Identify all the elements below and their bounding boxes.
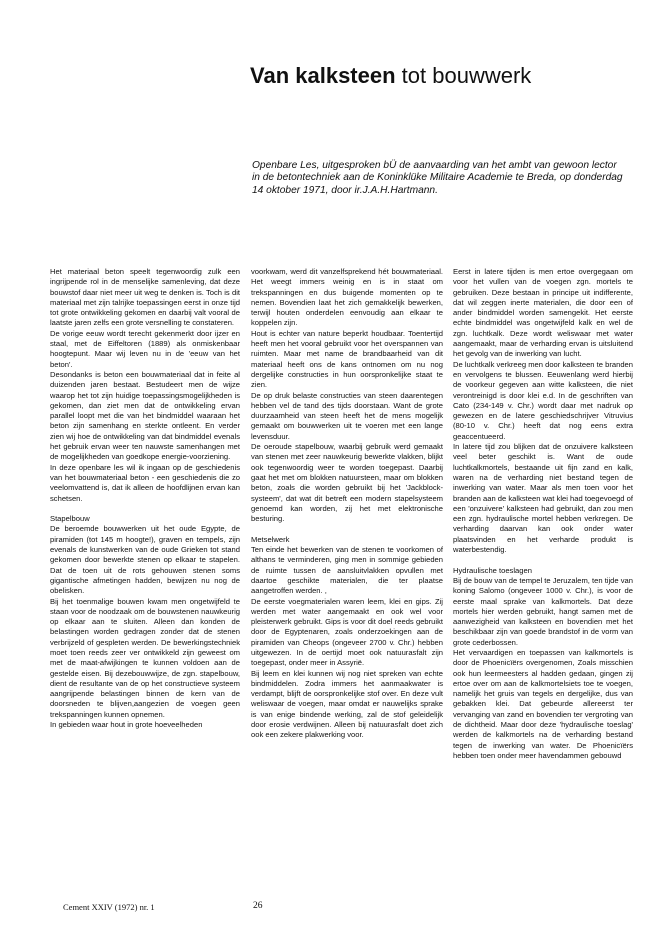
paragraph: De beroemde bouwwerken uit het oude Egypte, de piramiden (tot 145 m hoogte!), graven en tempels, zijn evenals de kunstwerken van de oude Grieken tot stand gekomen door bewerkte stenen op elkaar te stapelen. Dat de toen uit de rots gehouwen stenen soms gigantische afmetingen hadden, bewijzen nu nog de obelisken.	[50, 524, 240, 596]
paragraph-gap	[453, 555, 633, 565]
text-column-2	[251, 267, 443, 741]
text-column-3	[453, 267, 633, 761]
title-bold: Van kalksteen	[250, 63, 396, 88]
title-rest: tot bouwwerk	[395, 63, 532, 88]
paragraph: De eerste voegmaterialen waren leem, klei en gips. Zij werden met water aangemaakt en ook wel voor pleisterwerk gebruikt. Gips is voor dit doel reeds gebruikt door de Egyptenaren, zoals onderzoekingen aan de piramiden van Cheops (ongeveer 2700 v. Chr.) hebben uitgewezen. In de oertijd moet ook natuurasfalt zijn toegepast, onder meer in Assyrië.	[251, 596, 443, 668]
section-heading: Metselwerk	[251, 534, 290, 544]
paragraph: Het materiaal beton speelt tegenwoordig zulk een ingrijpende rol in de menselijke samenleving, dat deze bouwstof daar niet meer uit weg te denken is. Toch is dit materiaal met zijn talrijke toepassingen eerst in onze tijd tot grote ontwikkeling gekomen en daarbij valt vooral de laatste jaren zelfs een grote versnelling te constateren.	[50, 267, 240, 328]
journal-reference: Cement XXIV (1972) nr. 1	[63, 902, 155, 912]
paragraph-gap	[251, 524, 443, 534]
paragraph: In latere tijd zou blijken dat de onzuivere kalksteen veel beter geschikt is. Want de oude luchtkalkmortels, bestaande uit fijn zand en kalk, waren na de verharding niet bestand tegen de inwerking van water. Maar als men toen voor het branden aan de kalksteen wat klei had toegevoegd of een 'onzuivere' kalksteen had gebruikt, dan zou men een zgn. hydraulische mortel hebben verkregen. De verharding daarvan kan ook onder water plaatsvinden en het verharde produkt is waterbestendig.	[453, 442, 633, 555]
paragraph: Het vervaardigen en toepassen van kalkmortels is door de Phoenicïërs overgenomen, Zoals misschien ook hun leermeesters al hadden gedaan, gingen zij ertoe over om aan de kalkmortelsiets toe te voegen, namelijk het gruis van tegels en dergelijke, dus van gebakken klei. Dat gebeurde allereerst ter vervanging van zand en bovendien ter vergroting van de dichtheid. Maar door deze 'hydraulische toeslag' werden de kalkmortels na de verharding bestand tegen de inwerking van water. De Phoenicïërs hebben toen onder meer havendammen gebouwd	[453, 647, 633, 760]
section-heading: Hydraulische toeslagen	[453, 565, 532, 575]
paragraph: voorkwam, werd dit vanzelfsprekend hét bouwmateriaal. Het weegt immers weinig en is in staat om trekspanningen en dus buigende momenten op te nemen. Bovendien laat het zich gemakkelijk bewerken, terwijl houten onderdelen eenvoudig aan elkaar te koppelen zijn.	[251, 267, 443, 328]
paragraph: Eerst in latere tijden is men ertoe overgegaan om voor het vullen van de voegen zgn. mortels te gebruiken. Deze bestaan in principe uit indifferente, dat wil zeggen inerte materialen, die door een of ander bindmiddel worden samengekit. Het eerste echte bindmiddel was ongetwijfeld kalk en wel de zgn. luchtkalk. Deze wordt weliswaar met water aangemaakt, maar de verharding ervan is uitsluitend het gevolg van de inwerking van lucht.	[453, 267, 633, 359]
paragraph: Hout is echter van nature beperkt houdbaar. Toentertijd heeft men het vooral gebruikt voor het overspannen van ruimten. Maar met name de brandbaarheid van dit materiaal heeft ons de kans ontnomen om nu nog dergelijke constructies in hun oorspronkelijke staat te zien.	[251, 328, 443, 390]
paragraph: De vorige eeuw wordt terecht gekenmerkt door ijzer en staal, met de Eiffeltoren (1889) als onmiskenbaar hoogtepunt. Maar wij leven nu in de 'eeuw van het beton'.	[50, 328, 240, 369]
article-title	[250, 63, 531, 89]
text-column-1	[50, 267, 240, 730]
paragraph: In gebieden waar hout in grote hoeveelheden	[50, 720, 203, 730]
paragraph: Bij leem en klei kunnen wij nog niet spreken van echte bindmiddelen. Zodra immers het aanmaakwater is verdampt, blijft de oorspronkelijke stof over. En deze vult weliswaar de voegen, maar omdat er nauwelijks sprake is van enige bindende werking, zal de stof geleidelijk door erosie verdwijnen. Alleen bij natuurasfalt doet zich ook een zekere plakwerking voor.	[251, 668, 443, 740]
paragraph: De op druk belaste constructies van steen daarentegen hebben vel de tand des tijds doorstaan. Want de grote duurzaamheid van steen heeft het de mens mogelijk gemaakt om bouwwerken uit te voeren met een lange levensduur.	[251, 390, 443, 441]
paragraph: De oeroude stapelbouw, waarbij gebruik werd gemaakt van stenen met zeer nauwkeurig bewerkte vlakken, blijkt ook tegenwoordig weer te worden toegepast. Daarbij gaat het met om blokken natuursteen, maar om blokken beton, zoals die worden gebruikt bij het 'Jackblock-systeem', dat wat dit betreft een modern stapelsysteem genoemd kan worden, zij het met elektronische besturing.	[251, 442, 443, 524]
paragraph: Bij de bouw van de tempel te Jeruzalem, ten tijde van koning Salomo (ongeveer 1000 v. Chr.), is voor de eerste maal sprake van kalkmortels. Dat deze mortels hier werden gebruikt, hangt samen met de aanwezigheid van kalksteen en bovendien met het beschikbaar zijn van goede brandstof in de vorm van grote cederbossen.	[453, 575, 633, 647]
paragraph: In deze openbare les wil ik ingaan op de geschiedenis van het bouwmateriaal beton - een geschiedenis die zo veelomvattend is, dat ik alleen de hoofdlijnen ervan kan schetsen.	[50, 462, 240, 503]
paragraph: Ten einde het bewerken van de stenen te voorkomen of althans te verminderen, ging men in sommige gebieden de ruimte tussen de aansluitvlakken opvullen met daartoe geschikte materialen, die ter plaatse aangetroffen werden. ,	[251, 545, 443, 596]
paragraph: De luchtkalk verkreeg men door kalksteen te branden en vervolgens te blussen. Eeuwenlang werd hierbij de voorkeur gegeven aan witte kalksteen, die niet verontreinigd is door klei e.d. In de geschriften van Cato (234-149 v. Chr.) wordt daar met nadruk op gewezen en de latere geschiedschrijver Vitruvius (80-10 v. Chr.) heeft dat nog eens extra geaccentueerd.	[453, 359, 633, 441]
intro-paragraph: Openbare Les, uitgesproken bÜ de aanvaarding van het ambt van gewoon lector in de betontechniek aan de Koninklüke Militaire Academie te Breda, op donderdag 14 oktober 1971, door ir.J.A.H.Hartmann.	[252, 160, 623, 196]
section-heading: Stapelbouw	[50, 514, 90, 524]
paragraph: Bij het toenmalige bouwen kwam men ongetwijfeld te staan voor de noodzaak om de bouwstenen nauwkeurig op elkaar aan te sluiten. Alleen dan konden de belastingen worden gedragen zonder dat de stenen verbrijzeld of gespleten werden. De bewerkingstechniek moet toen reeds zeer ver ontwikkeld zijn geweest om met de maat-afwijkingen te kunnen voldoen aan de gestelde eisen. Bij dezebouwwijze, de zgn. stapelbouw, dient de resultante van de op het constructieve systeem aangrijpende belastingen binnen de kern van de doorsneden te blijven,aangezien de voegen geen trekspanningen kunnen opnemen.	[50, 596, 240, 719]
paragraph: Desondanks is beton een bouwmateriaal dat in feite al duizenden jaren bestaat. Bestudeert men de wijze waarop het tot zijn huidige toepassingsmogelijkheden is gekomen, dan ziet men dat de ontwikkeling ervan parallel loopt met die van het bindmiddel waaraan het beton zijn samenhang en sterkte ontleent. En verder zien wij hoe de ontwikkeling van dat bindmiddel evenals het gebruik ervan weer ten nauwste samenhangen met de mogelijkheden van goedkope energie-voorziening.	[50, 369, 240, 462]
paragraph-gap	[50, 504, 240, 514]
page-number: 26	[253, 901, 263, 911]
